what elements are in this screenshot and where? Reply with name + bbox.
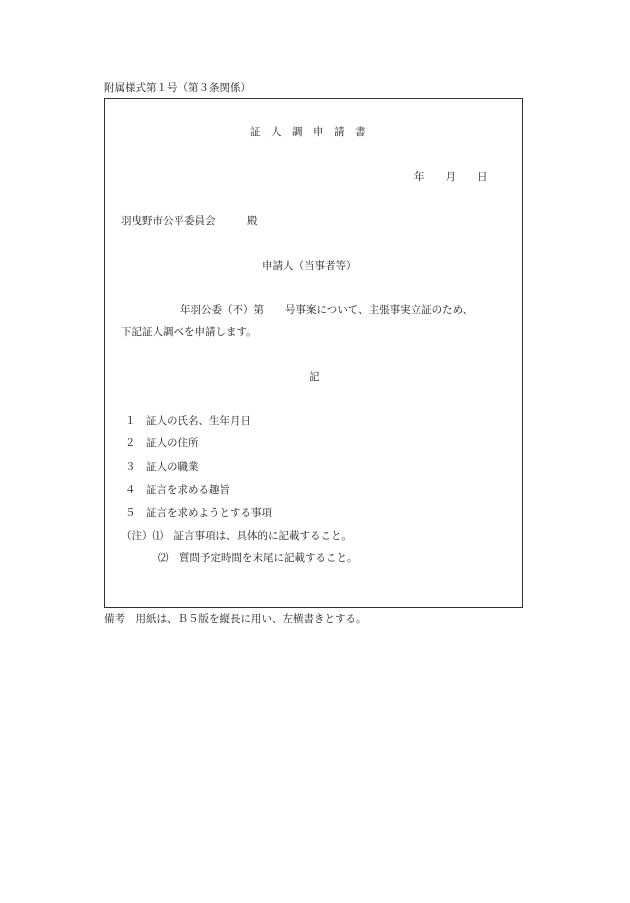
list-item: ４ 証言を求める趣旨 bbox=[125, 484, 230, 496]
body-text-line2: 下記証人調べを申請します。 bbox=[121, 326, 257, 338]
note-item: （注）⑴ 証言事項は、具体的に記載すること。 bbox=[121, 530, 352, 542]
ki-marker: 記 bbox=[309, 371, 320, 383]
form-title: 証 人 調 申 請 書 bbox=[250, 126, 366, 138]
addressee: 羽曳野市公平委員会 殿 bbox=[121, 215, 258, 227]
list-item: ５ 証言を求めようとする事項 bbox=[125, 507, 272, 519]
body-text-line1: 年羽公委（不）第 号事案について、主張事実立証のため、 bbox=[180, 304, 474, 316]
footer-remark: 備考 用紙は、Ｂ５版を縦長に用い、左横書きとする。 bbox=[104, 613, 367, 625]
date-line: 年 月 日 bbox=[414, 171, 488, 183]
applicant-label: 申請人（当事者等） bbox=[262, 260, 357, 272]
list-item: ２ 証人の住所 bbox=[125, 437, 199, 449]
list-item: １ 証人の氏名、生年月日 bbox=[125, 415, 251, 427]
list-item: ３ 証人の職業 bbox=[125, 461, 199, 473]
form-label: 附属様式第１号（第３条関係） bbox=[104, 82, 251, 94]
note-item: ⑵ 質問予定時間を末尾に記載すること。 bbox=[158, 552, 358, 564]
